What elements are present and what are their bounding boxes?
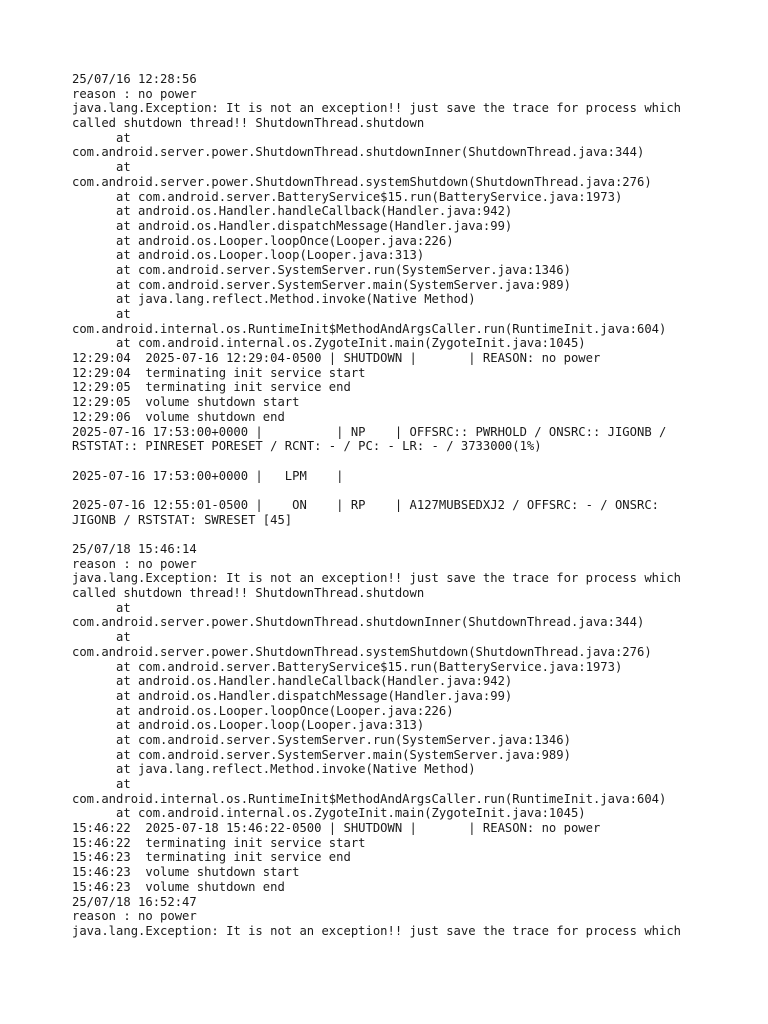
log-line: 25/07/18 15:46:14 [72,542,197,556]
log-line: com.android.server.power.ShutdownThread.shutdownInner(ShutdownThread.java:344) [72,145,645,160]
log-line: reason : no power [72,86,197,101]
log-line: 2025-07-16 17:53:00+0000 | LPM | [72,468,344,483]
log-line: at android.os.Handler.dispatchMessage(Handler.java:99) [72,218,513,233]
log-line: at android.os.Looper.loopOnce(Looper.java:226) [72,233,454,248]
log-line: at com.android.internal.os.ZygoteInit.main(ZygoteInit.java:1045) [72,336,586,351]
log-line [72,527,762,542]
log-line: JIGONB / RSTSTAT: SWRESET [45] [72,512,293,527]
log-line: called shutdown thread!! ShutdownThread.shutdown [72,116,425,131]
log-line: 2025-07-16 17:53:00+0000 | | NP | OFFSRC:: PWRHOLD / ONSRC:: JIGONB / [72,424,667,439]
log-line: com.android.server.power.ShutdownThread.systemShutdown(ShutdownThread.java:276) [72,644,652,659]
log-line: 12:29:06 volume shutdown end [72,409,285,424]
log-line: 25/07/16 12:28:56 [72,72,197,86]
log-line: 25/07/18 16:52:47 [72,894,197,909]
log-line: com.android.internal.os.RuntimeInit$MethodAndArgsCaller.run(RuntimeInit.java:604) [72,791,667,806]
log-line: at [72,160,131,175]
log-line: at android.os.Looper.loop(Looper.java:313) [72,718,425,733]
log-line: 15:46:22 terminating init service start [72,835,366,850]
log-line: at com.android.server.SystemServer.run(SystemServer.java:1346) [72,262,571,277]
log-line: 15:46:23 volume shutdown end [72,879,285,894]
log-line: at [72,777,131,791]
log-line: at android.os.Looper.loopOnce(Looper.java:226) [72,703,454,718]
log-line: at com.android.server.BatteryService$15.run(BatteryService.java:1973) [72,189,623,204]
log-line: at android.os.Looper.loop(Looper.java:313) [72,248,425,263]
log-line: at java.lang.reflect.Method.invoke(Native Method) [72,762,476,777]
log-line: 12:29:05 terminating init service end [72,380,351,395]
log-line: at com.android.server.SystemServer.main(SystemServer.java:989) [72,277,571,292]
log-line: at [72,307,131,321]
log-line: reason : no power [72,556,197,571]
log-line: 12:29:04 terminating init service start [72,365,366,380]
log-line: at android.os.Handler.handleCallback(Handler.java:942) [72,674,513,689]
log-line: at com.android.server.SystemServer.main(SystemServer.java:989) [72,747,571,762]
log-line: at [72,630,131,645]
log-line: at com.android.server.SystemServer.run(SystemServer.java:1346) [72,732,571,747]
log-line: com.android.internal.os.RuntimeInit$MethodAndArgsCaller.run(RuntimeInit.java:604) [72,321,667,336]
log-line: 15:46:22 2025-07-18 15:46:22-0500 | SHUTDOWN | | REASON: no power [72,821,601,836]
log-line: 15:46:23 terminating init service end [72,850,351,865]
log-line: at com.android.server.BatteryService$15.run(BatteryService.java:1973) [72,659,623,674]
log-line: java.lang.Exception: It is not an exception!! just save the trace for process which [72,101,682,116]
log-line: at [72,130,131,145]
log-line: at com.android.internal.os.ZygoteInit.main(ZygoteInit.java:1045) [72,806,586,821]
log-line: reason : no power [72,909,197,924]
log-line: called shutdown thread!! ShutdownThread.shutdown [72,586,425,601]
log-line: 15:46:23 volume shutdown start [72,865,300,880]
log-line: at android.os.Handler.handleCallback(Handler.java:942) [72,204,513,219]
log-body [72,72,762,939]
log-line: 12:29:05 volume shutdown start [72,395,300,410]
log-line: at android.os.Handler.dispatchMessage(Handler.java:99) [72,688,513,703]
log-document [72,72,762,939]
log-line [72,454,762,469]
log-line: com.android.server.power.ShutdownThread.shutdownInner(ShutdownThread.java:344) [72,615,645,630]
log-line: at java.lang.reflect.Method.invoke(Native Method) [72,292,476,307]
log-line: com.android.server.power.ShutdownThread.systemShutdown(ShutdownThread.java:276) [72,174,652,189]
log-line: at [72,600,131,615]
log-line: 2025-07-16 12:55:01-0500 | ON | RP | A127MUBSEDXJ2 / OFFSRC: - / ONSRC: [72,497,659,512]
log-line: RSTSTAT:: PINRESET PORESET / RCNT: - / PC: - LR: - / 3733000(1%) [72,439,542,454]
log-line [72,483,762,498]
log-line: java.lang.Exception: It is not an exception!! just save the trace for process which [72,571,682,586]
log-line: 12:29:04 2025-07-16 12:29:04-0500 | SHUTDOWN | | REASON: no power [72,351,601,366]
log-line: java.lang.Exception: It is not an exception!! just save the trace for process which [72,923,682,938]
